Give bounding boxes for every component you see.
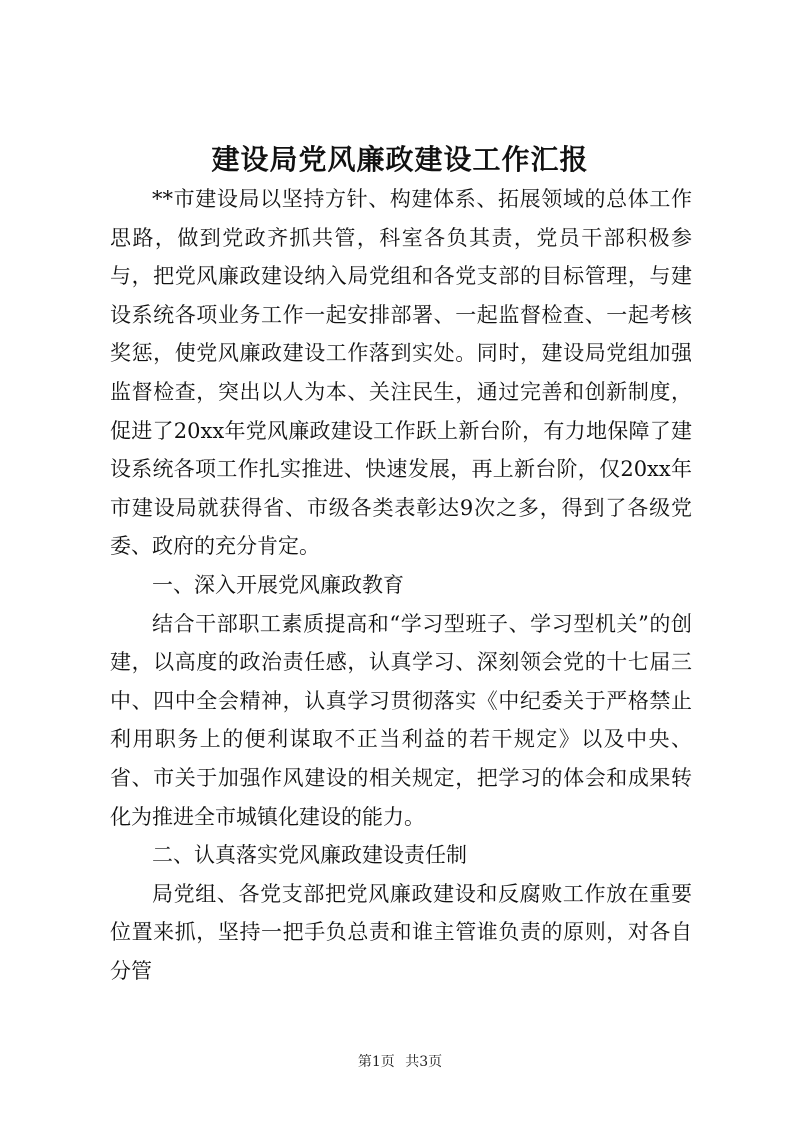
page-footer [0, 1052, 800, 1072]
page-title: 建设局党风廉政建设工作汇报 [211, 143, 589, 176]
paragraph-section-1: 结合干部职工素质提高和“学习型班子、学习型机关”的创建，以高度的政治责任感，认真学习、深刻领会党的十七届三中、四中全会精神，认真学习贯彻落实《中纪委关于严格禁止利用职务上的便利谋取不正当利益的若干规定》以及中央、省、市关于加强作风建设的相关规定，把学习的体会和成果转化为推进全市城镇化建设的能力。 [110, 611, 692, 829]
page-number-current: 第1页 [357, 1054, 395, 1070]
page-number-total: 共3页 [405, 1054, 443, 1070]
paragraph-intro: **市建设局以坚持方针、构建体系、拓展领域的总体工作思路，做到党政齐抓共管，科室各负其责，党员干部积极参与，把党风廉政建设纳入局党组和各党支部的目标管理，与建设系统各项业务工作一起安排部署、一起监督检查、一起考核奖惩，使党风廉政建设工作落到实处。同时，建设局党组加强监督检查，突出以人为本、关注民生，通过完善和创新制度，促进了20xx年党风廉政建设工作跃上新台阶，有力地保障了建设系统各项工作扎实推进、快速发展，再上新台阶，仅20xx年市建设局就获得省、市级各类表彰达9次之多，得到了各级党委、政府的充分肯定。 [110, 187, 692, 559]
document-body [110, 180, 692, 990]
paragraph-section-2: 局党组、各党支部把党风廉政建设和反腐败工作放在重要位置来抓，坚持一把手负总责和谁主管谁负责的原则，对各自分管 [110, 881, 692, 983]
section-heading-1: 一、深入开展党风廉政教育 [152, 572, 404, 597]
section-heading-2: 二、认真落实党风廉政建设责任制 [152, 843, 467, 868]
